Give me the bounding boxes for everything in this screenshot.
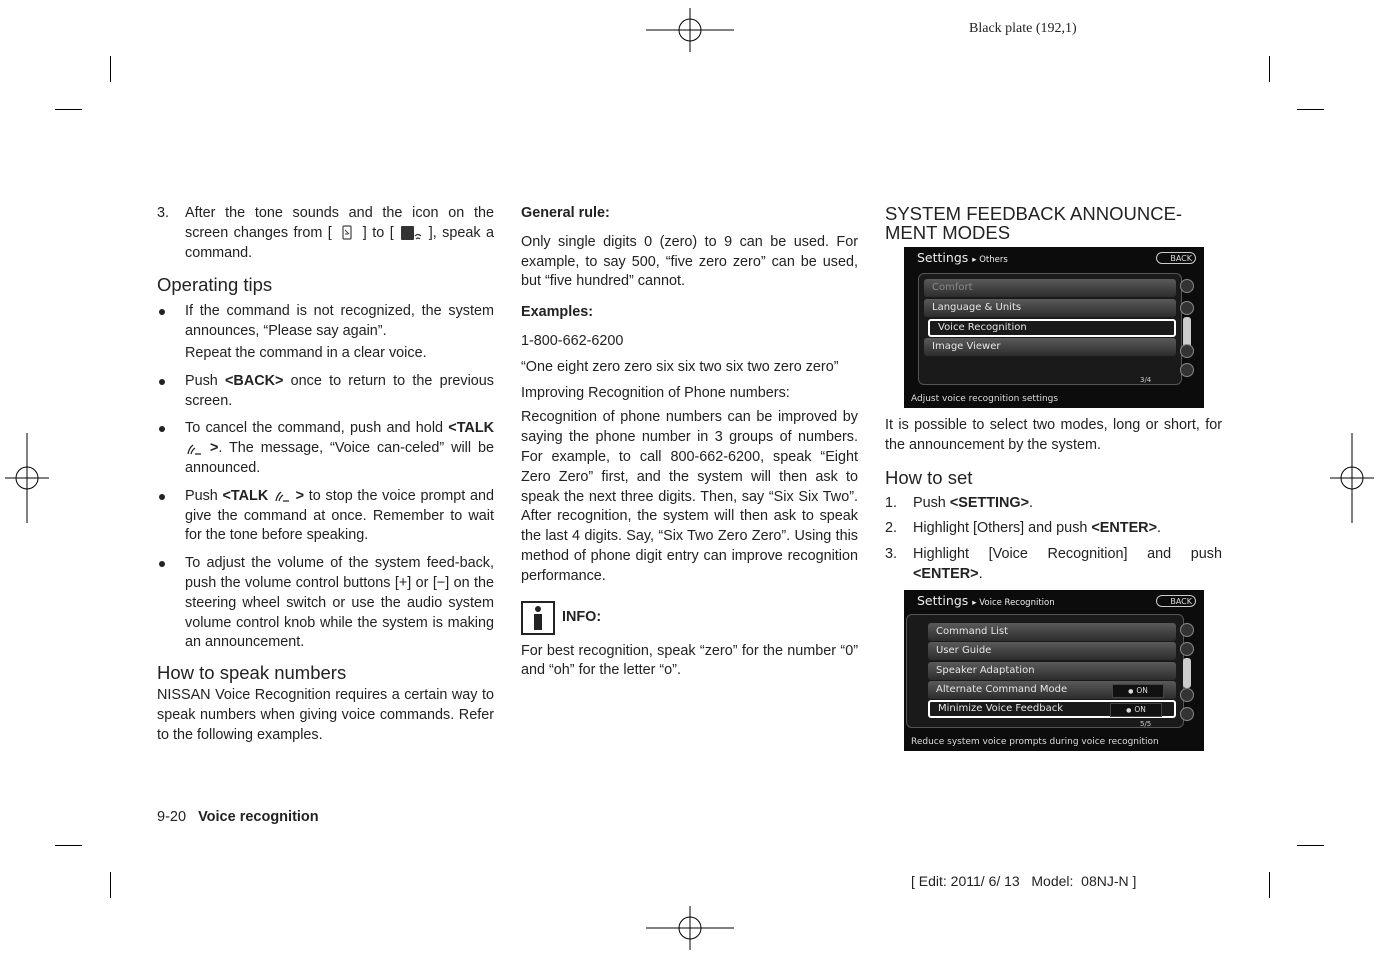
bullet-icon <box>159 309 165 315</box>
talk-switch-icon <box>273 488 291 503</box>
example-number: 1-800-662-6200 <box>521 332 624 349</box>
crop-mark <box>110 56 111 82</box>
info-block <box>521 601 858 635</box>
menu-item-voice-recognition[interactable]: Voice Recognition <box>928 319 1176 337</box>
step-3: 3. After the tone sounds and the icon on the screen changes from [ ] to [ ], speak a command. <box>157 205 495 261</box>
tip-item: Push <TALK > to stop the voice prompt and give the command at once. Remember to wait for the tone before speaking. <box>157 487 494 546</box>
screen-title: Settings ▸ Voice Recognition <box>917 593 1055 608</box>
numbers-text: NISSAN Voice Recognition requires a certain way to speak numbers when giving voice commands. Refer to the following examples. <box>157 687 494 743</box>
set-step-1: 1. Push <SETTING>. <box>885 494 1033 511</box>
registration-mark-top-icon <box>644 8 736 52</box>
bullet-icon <box>159 426 165 432</box>
back-button[interactable]: BACK <box>1156 252 1196 264</box>
step-number: 3. <box>157 205 170 221</box>
column-left <box>157 204 494 746</box>
crop-mark <box>1297 109 1324 110</box>
scrollbar[interactable] <box>1183 317 1191 347</box>
menu-item-alternate-command-mode[interactable]: Alternate Command Mode ● ON <box>928 681 1176 699</box>
bullet-icon <box>159 561 165 567</box>
improving-heading: Improving Recognition of Phone numbers: <box>521 384 790 401</box>
scroll-up-button[interactable] <box>1180 642 1194 656</box>
scroll-bottom-button[interactable] <box>1180 707 1194 721</box>
how-to-set-heading: How to set <box>885 466 973 488</box>
menu-item-user-guide[interactable]: User Guide <box>928 642 1176 660</box>
section-name: Voice recognition <box>198 809 319 825</box>
tip-item: To cancel the command, push and hold <TALK >. The message, “Voice can-celed” will be announced. <box>157 419 494 478</box>
menu-item-speaker-adaptation[interactable]: Speaker Adaptation <box>928 662 1176 680</box>
column-middle <box>521 204 858 681</box>
examples-heading: Examples: <box>521 304 593 321</box>
column-right-lower <box>885 416 1222 585</box>
screen-hint: Reduce system voice prompts during voice recognition <box>911 737 1159 747</box>
bullet-icon <box>159 379 165 385</box>
talk-switch-icon <box>185 441 203 456</box>
on-indicator: ● ON <box>1110 703 1162 717</box>
crop-mark <box>1269 872 1270 898</box>
crop-mark <box>1297 845 1324 846</box>
back-button[interactable]: BACK <box>1156 595 1196 607</box>
scrollbar[interactable] <box>1183 658 1191 688</box>
edit-info: [ Edit: 2011/ 6/ 13 Model: 08NJ-N ] <box>911 873 1137 889</box>
tip-item: To adjust the volume of the system feed-back, push the volume control buttons [+] or [−] on the steering wheel switch or use the audio system volume control knob while the system is making an announcement. <box>157 554 494 653</box>
crop-mark <box>110 872 111 898</box>
page-indicator: 5/5 <box>1140 720 1152 728</box>
info-icon <box>521 601 555 635</box>
section-heading: SYSTEM FEEDBACK ANNOUNCE- MENT MODES <box>885 203 1183 243</box>
menu-item-minimize-voice-feedback[interactable]: Minimize Voice Feedback ● ON <box>928 700 1176 718</box>
improving-text: Recognition of phone numbers can be improved by saying the phone number in 3 groups of numbers. For example, to call 800-662-6200, speak “Eight Zero Zero” first, and the system will then ask to speak the next three digits. Then, say “Six Six Two”. After recognition, the system will then ask to speak the last 4 digits. Say, “Six Two Zero Zero”. Using this method of phone digit entry can improve recognition performance. <box>521 409 858 584</box>
general-rule-text: Only single digits 0 (zero) to 9 can be used. For example, to say 500, “five zero zero” can be used, but “five hundred” cannot. <box>521 233 858 290</box>
page-footer <box>157 809 319 825</box>
settings-screen-voice-recognition <box>904 590 1204 751</box>
intro-text: It is possible to select two modes, long or short, for the announcement by the system. <box>885 417 1222 453</box>
scroll-up-button[interactable] <box>1180 301 1194 315</box>
scroll-down-button[interactable] <box>1180 344 1194 358</box>
tip-item: Push <BACK> once to return to the previous screen. <box>157 372 494 412</box>
plate-label: Black plate (192,1) <box>969 21 1077 36</box>
column-right <box>885 204 1222 242</box>
tip-item: If the command is not recognized, the system announces, “Please say again”. Repeat the command in a clear voice. <box>157 302 494 363</box>
crop-mark <box>55 109 82 110</box>
screen-title: Settings ▸ Others <box>917 250 1008 265</box>
crop-mark <box>1269 56 1270 82</box>
screen-hint: Adjust voice recognition settings <box>911 394 1059 404</box>
set-step-3: 3. Highlight [Voice Recognition] and push <ENTER>. <box>885 546 1222 582</box>
set-step-2: 2. Highlight [Others] and push <ENTER>. <box>885 520 1161 537</box>
registration-mark-left-icon <box>5 433 49 523</box>
bullet-icon <box>159 494 165 500</box>
info-label: INFO: <box>562 608 602 625</box>
page-number: 9-20 <box>157 809 187 825</box>
menu-item-language-units[interactable]: Language & Units <box>924 299 1176 317</box>
info-text: For best recognition, speak “zero” for the number “0” and “oh” for the letter “o”. <box>521 642 858 679</box>
scroll-down-button[interactable] <box>1180 688 1194 702</box>
menu-item-comfort[interactable]: Comfort <box>924 279 1176 297</box>
operating-tips-heading: Operating tips <box>157 274 273 296</box>
microphone-on-icon <box>399 225 423 242</box>
on-indicator: ● ON <box>1112 684 1164 698</box>
menu-item-command-list[interactable]: Command List <box>928 623 1176 641</box>
general-rule-heading: General rule: <box>521 205 610 221</box>
registration-mark-bottom-icon <box>644 906 736 950</box>
settings-screen-others <box>904 247 1204 408</box>
example-spoken: “One eight zero zero six six two six two zero zero” <box>521 358 839 375</box>
scroll-top-button[interactable] <box>1180 623 1194 637</box>
registration-mark-right-icon <box>1330 433 1374 523</box>
scroll-top-button[interactable] <box>1180 279 1194 293</box>
microphone-off-icon <box>337 225 357 241</box>
crop-mark <box>55 845 82 846</box>
numbers-heading: How to speak numbers <box>157 662 347 684</box>
scroll-bottom-button[interactable] <box>1180 363 1194 377</box>
page-indicator: 3/4 <box>1140 376 1152 384</box>
menu-item-image-viewer[interactable]: Image Viewer <box>924 338 1176 356</box>
